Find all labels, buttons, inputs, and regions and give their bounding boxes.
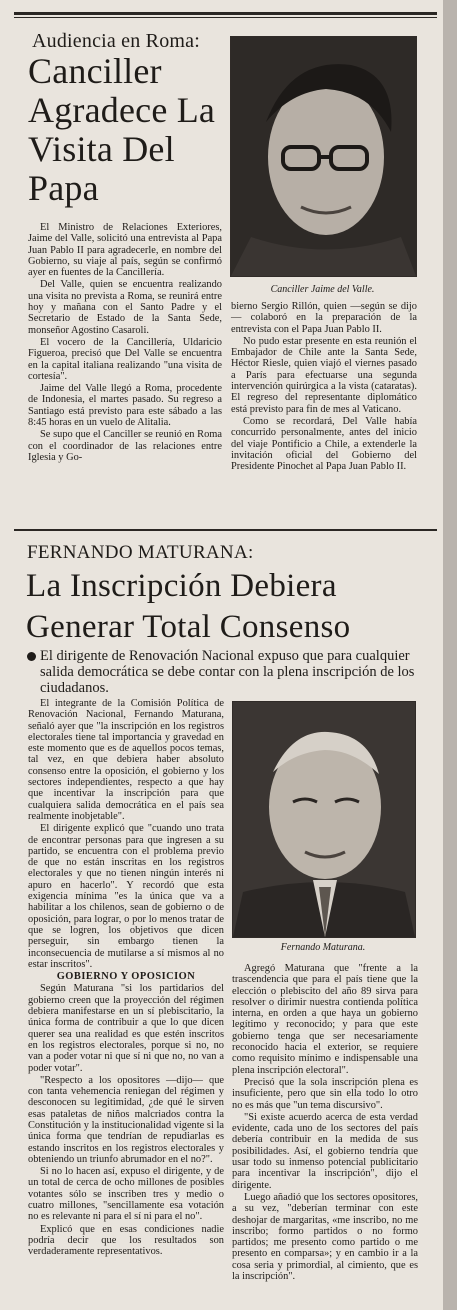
article2-kicker: FERNANDO MATURANA: [27, 542, 254, 563]
article-divider [14, 529, 437, 531]
article2-paragraph: Según Maturana "si los partidarios del gobierno creen que la proyección del régimen debiera manifestarse en un sí plebiscitario, la única forma de contribuir a que lo que dicen querer sea una realidad es que estén inscritos en los registros electorales, porque si no, no van a poder votar ni que sí ni que no, no van a poder votar". [28, 983, 224, 1074]
article1-paragraph: Jaime del Valle llegó a Roma, procedente de Indonesia, el martes pasado. Su regreso a Santiago está previsto para este sábado a las 8:45 horas en un vuelo de Alitalia. [28, 383, 222, 429]
article1-paragraph: El Ministro de Relaciones Exteriores, Jaime del Valle, solicitó una entrevista al Papa Juan Pablo II para agradecerle, en nombre del Gobierno, su viaje al país, según se confirmó ayer en fuentes de la Cancillería. [28, 222, 222, 279]
article2-paragraph: Luego añadió que los sectores opositores, a su vez, "deberían terminar con este deshojar de margaritas, «me inscribo, no me inscribo; formo partidos o no formo partidos; me presento como partido o me presento en comparsa»; y en cambio ir a la cosa seria y primordial, al cimiento, que es la inscripción". [232, 1191, 418, 1283]
article2-photo-fernando-maturana [232, 701, 416, 938]
article2-paragraph: "Respecto a los opositores —dijo— que con tanta vehemencia reniegan del régimen y desconocen su legitimidad, ¿de qué le sirven esas pataletas de niños malcriados contra la Constitución y la institucionalidad vigente si la única forma que tendrían de repudiarlas es estando inscritos en los registros electorales y obteniendo un triunfo abrumador en el no?". [28, 1074, 224, 1165]
article2-column-2 [232, 963, 418, 1283]
article1-photo-caption: Canciller Jaime del Valle. [270, 284, 375, 295]
article2-headline: La Inscripción Debiera Generar Total Consenso [26, 568, 351, 645]
article1-headline: Canciller Agradece La Visita Del Papa [28, 51, 216, 208]
top-rule [14, 12, 437, 15]
article1-kicker: Audiencia en Roma: [32, 30, 200, 52]
article2-paragraph: Precisó que la sola inscripción plena es insuficiente, pero que sin ella todo lo otro no es más que "un tema discursivo". [232, 1076, 418, 1111]
top-rule-thin [14, 17, 437, 18]
article1-column-1 [28, 222, 222, 464]
article2-lead: El dirigente de Renovación Nacional expuso que para cualquier salida democrática se debe contar con la plena inscripción de los ciudadanos. [40, 648, 415, 696]
article1-paragraph: No pudo estar presente en esta reunión el Embajador de Chile ante la Santa Sede, Héctor Riesle, quien viajó el viernes pasado a París para efectuarse una segunda intervención quirúrgica a la vista (cataratas). El regreso del representante diplomático está previsto para fin de mes al Vaticano. [231, 335, 417, 415]
article1-paragraph: Del Valle, quien se encuentra realizando una visita no prevista a Roma, se reunirá entre hoy y mañana con el Santo Padre y el Secretario de Estado de la Santa Sede, monseñor Agostino Casaroli. [28, 279, 222, 336]
article2-paragraph: Si no lo hacen así, expuso el dirigente, y de un total de cerca de ocho millones de posibles votantes sólo se inscriben tres y medio o cuatro millones, "sencillamente esa votación no es relevante ni para el sí ni para el no". [28, 1166, 224, 1223]
article2-paragraph: El dirigente explicó que "cuando uno trata de encontrar personas para que ingresen a su partido, se encuentra con el problema previo de que no están inscritas en los registros electorales y que no tienen ningún interés ni apuro en hacerlo". Y recordó que esta exigencia mínima "es la única que va a habilitar a los chilenos, sean de gobierno o de oposición, para lograr, o por lo menos tratar de que se logren, los objetivos que dicen perseguir, sin embargo tienen la inconsecuencia de mutilarse a sí mismos al no estar inscritos". [28, 823, 224, 970]
article2-photo-caption: Fernando Maturana. [280, 942, 366, 953]
article1-paragraph: bierno Sergio Rillón, quien —según se dijo— colaboró en la preparación de la entrevista con el Papa Juan Pablo II. [231, 301, 417, 335]
article1-paragraph: Se supo que el Canciller se reunió en Roma con el coordinador de las relaciones entre Iglesia y Go- [28, 429, 222, 463]
article2-paragraph: Explicó que en esas condiciones nadie podría decir que los resultados son verdaderamente representativos. [28, 1223, 224, 1258]
article2-subhead: GOBIERNO Y OPOSICION [56, 971, 196, 983]
article1-column-2 [231, 301, 417, 473]
article1-paragraph: Como se recordará, Del Valle había concurrido personalmente, antes del inicio del viaje Pontificio a Chile, a extenderle la invitación oficial del Gobierno del Presidente Pinochet al Papa Juan Pablo II. [231, 415, 417, 473]
article2-paragraph: El integrante de la Comisión Política de Renovación Nacional, Fernando Maturana, señaló ayer que "la inscripción en los registros electorales tiene tal importancia y gravedad en este momento que es de aquellos pocos temas, tal vez, en que debiera haber absoluto consenso entre la oposición, el gobierno y los sectores independientes, respecto a que hay que incentivar la inscripción para que cualquiera salida democrática en el país sea realmente inobjetable". [28, 698, 224, 822]
article2-paragraph: "Si existe acuerdo acerca de esta verdad evidente, cada uno de los sectores del país debería contribuir en la medida de sus posibilidades. Así, el gobierno tendría que usar todo su inmenso potencial publicitario para incentivar la inscripción", dijo el dirigente. [232, 1111, 418, 1191]
page-edge-shadow [443, 0, 457, 1310]
article1-photo-jaime-del-valle [230, 36, 417, 277]
article1-paragraph: El vocero de la Cancillería, Uldaricio Figueroa, precisó que Del Valle se encuentra en la capital italiana realizando "una visita de cortesía". [28, 336, 222, 382]
bullet-icon [27, 652, 36, 661]
article2-paragraph: Agregó Maturana que "frente a la trascendencia que para el país tiene que la elección o plebiscito del año 89 sirva para resolver o dirimir nuestra contienda política interna, en orden a que haya un gobierno legítimo y reconocido; y para que este gobierno tenga que ser necesariamente reconocido hacia el exterior, se requiere como requisito mínimo e indispensable una plena inscripción electoral". [232, 963, 418, 1076]
article2-column-1 [28, 698, 224, 1259]
